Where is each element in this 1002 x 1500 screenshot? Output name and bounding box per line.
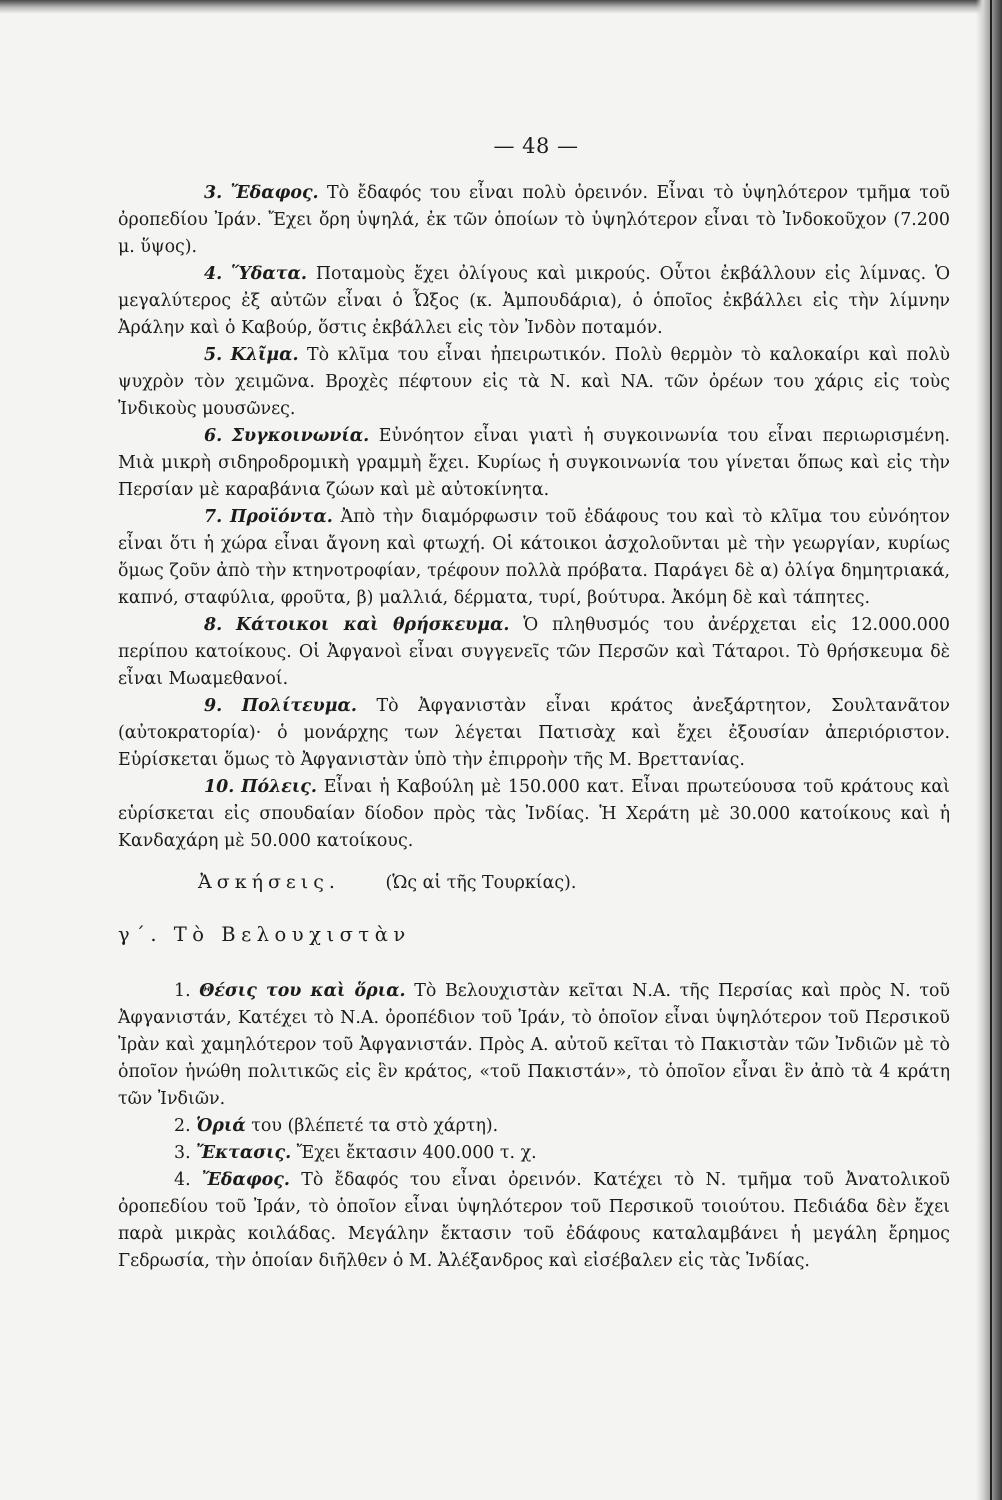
paragraph-number: 4. — [204, 264, 223, 284]
paragraph-heading: Κλῖμα. — [230, 345, 299, 365]
paragraph-text: Εἶναι ἡ Καβούλη μὲ 150.000 κατ. Εἶναι πρωτεύουσα τοῦ κράτους καὶ εὑρίσκεται εἰς σπουδαίαν δίοδον πρὸς τὰς Ἰνδίας. Ἡ Χεράτη μὲ 30.000 κατοίκους καὶ ἡ Κανδαχάρη μὲ 50.000 κατοίκους. — [118, 777, 950, 851]
paragraph-sygkoinonia — [118, 423, 950, 504]
paragraph-text: Ἀπὸ τὴν διαμόρφωσιν τοῦ ἐδάφους του καὶ τὸ κλῖμα του εὐνόητον εἶναι ὅτι ἡ χώρα εἶναι ἄγονη καὶ φτωχή. Οἱ κάτοικοι ἀσχολοῦνται μὲ τὴν γεωργίαν, κυρίως ὅμως ζοῦν ἀπὸ τὴν κτηνοτροφίαν, τρέφουν πολλὰ πρόβατα. Παράγει δὲ α) ὀλίγα δημητριακά, καπνό, σταφύλια, φροῦτα, β) μαλλιά, δέρματα, τυρί, βούτυρα. Ἀκόμη δὲ καὶ τάπητες. — [118, 507, 950, 608]
paragraph-heading: Κάτοικοι καὶ θρήσκευμα. — [236, 615, 510, 635]
exercises-line — [118, 869, 950, 897]
paragraph-number: 5. — [204, 345, 223, 365]
paragraph-politevma — [118, 693, 950, 774]
page-body — [118, 180, 950, 1275]
paragraph-heading: Συγκοινωνία. — [231, 426, 370, 446]
paragraph-text: Ὁ πληθυσμός του ἀνέρχεται εἰς 12.000.000 περίπου κατοίκους. Οἱ Ἀφγανοὶ εἶναι συγγενεῖς τῶν Περσῶν καὶ Τάταροι. Τὸ θρήσκευμα δὲ εἶναι Μωαμεθανοί. — [118, 615, 950, 689]
paragraph-number: 10. — [204, 777, 235, 797]
paragraph-heading: Ἔκτασις. — [196, 1143, 292, 1163]
paragraph-katoikoi — [118, 612, 950, 693]
page-right-edge-shadow — [976, 0, 1002, 1500]
paragraph-heading: Ὕδατα. — [231, 264, 307, 284]
paragraph-text: Τὸ Ἀφγανιστὰν εἶναι κράτος ἀνεξάρτητον, Σουλτανᾶτον (αὐτοκρατορία)· ὁ μονάρχης των λέγεται Πατισὰχ καὶ ἔχει ἐξουσίαν ἀπεριόριστον. Εὑρίσκεται ὅμως τὸ Ἀφγανιστὰν ὑπὸ τὴν ἐπιρροὴν τῆς Μ. Βρεττανίας. — [118, 696, 950, 770]
paragraph-heading: Πόλεις. — [241, 777, 317, 797]
paragraph-text: Εὐνόητον εἶναι γιατὶ ἡ συγκοινωνία του εἶναι περιωρισμένη. Μιὰ μικρὴ σιδηροδρομικὴ γραμμὴ ἔχει. Κυρίως ἡ συγκοινωνία του γίνεται ὅπως καὶ εἰς τὴν Περσίαν μὲ καραβάνια ζώων καὶ μὲ αὐτοκίνητα. — [118, 426, 950, 500]
paragraph-thesis — [118, 978, 950, 1113]
paragraph-text: του (βλέπετέ τα στὸ χάρτη). — [245, 1116, 499, 1136]
paragraph-text: Τὸ ἔδαφός του εἶναι πολὺ ὀρεινόν. Εἶναι τὸ ὑψηλότερον τμῆμα τοῦ ὀροπεδίου Ἰράν. Ἔχει ὄρη ὑψηλά, ἐκ τῶν ὁποίων τὸ ὑψηλότερον εἶναι τὸ Ἰνδοκοῦχον (7.200 μ. ὕψος). — [118, 183, 951, 257]
paragraph-text: Τὸ ἔδαφός του εἶναι ὀρεινόν. Κατέχει τὸ Ν. τμῆμα τοῦ Ἀνατολικοῦ ὀροπεδίου τοῦ Ἰράν, τὸ ὁποῖον εἶναι ὑψηλότερον τοῦ Περσικοῦ τοιούτου. Πεδιάδα δὲν ἔχει παρὰ μικρὰς κοιλάδας. Μεγάλην ἔκτασιν τοῦ ἐδάφους καταλαμβάνει ἡ μεγάλη ἔρημος Γεδρωσία, τὴν ὁποίαν διῆλθεν ὁ Μ. Ἀλέξανδρος καὶ εἰσέβαλεν εἰς τὰς Ἰνδίας. — [118, 1170, 951, 1271]
paragraph-heading: Ἔδαφος. — [201, 1170, 290, 1190]
paragraph-heading: Πολίτευμα. — [241, 696, 357, 716]
paragraph-number: 3. — [204, 183, 223, 203]
paragraph-number: 2. — [174, 1116, 191, 1136]
paragraph-number: 9. — [204, 696, 223, 716]
paragraph-heading: Ὁριά — [196, 1116, 246, 1136]
paragraph-text: Ποταμοὺς ἔχει ὀλίγους καὶ μικρούς. Οὗτοι ἐκβάλλουν εἰς λίμνας. Ὁ μεγαλύτερος ἐξ αὐτῶν εἶναι ὁ Ὦξος (κ. Ἀμπουδάρια), ὁ ὁποῖος ἐκβάλλει εἰς τὴν λίμνην Ἀράλην καὶ ὁ Καβούρ, ὅστις ἐκβάλλει εἰς τὸν Ἰνδὸν ποταμόν. — [118, 264, 951, 338]
exercises-label: Ἀσκήσεις. — [198, 871, 340, 893]
paragraph-number: 6. — [204, 426, 223, 446]
paragraph-edafos-belouchistan — [118, 1167, 950, 1275]
paragraph-poleis — [118, 774, 950, 855]
paragraph-text: Ἔχει ἔκτασιν 400.000 τ. χ. — [291, 1143, 537, 1163]
paragraph-heading: Ἔδαφος. — [230, 183, 319, 203]
paragraph-text: Τὸ Βελουχιστὰν κεῖται Ν.Α. τῆς Περσίας καὶ πρὸς Ν. τοῦ Ἀφγανιστάν, Κατέχει τὸ Ν.Α. ὀροπέδιον τοῦ Ἰράν, τὸ ὁποῖον εἶναι ὑψηλότερον τοῦ Περσικοῦ Ἰρὰν καὶ χαμηλότερον τοῦ Ἀφγανιστάν. Πρὸς Α. αὐτοῦ κεῖται τὸ Πακιστὰν τῶν Ἰνδιῶν μὲ τὸ ὁποῖον ἡνώθη πολιτικῶς εἰς ἓν κράτος, «τοῦ Πακιστάν», τὸ ὁποῖον εἶναι ἓν ἀπὸ τὰ 4 κράτη τῶν Ἰνδιῶν. — [118, 981, 950, 1109]
paragraph-oria — [118, 1113, 950, 1140]
paragraph-heading: Προϊόντα. — [229, 507, 333, 527]
page-binding-line — [990, 0, 992, 1500]
paragraph-proionta — [118, 504, 950, 612]
paragraph-klima — [118, 342, 950, 423]
paragraph-number: 8. — [204, 615, 223, 635]
paragraph-ydata — [118, 261, 950, 342]
paragraph-edafos — [118, 180, 950, 261]
paragraph-number: 7. — [204, 507, 223, 527]
page-top-edge-shadow — [0, 0, 1002, 14]
page-number: — 48 — — [493, 134, 579, 158]
section-title: γ΄. Τὸ Βελουχιστὰν — [118, 923, 411, 946]
paragraph-number: 4. — [174, 1170, 191, 1190]
paragraph-number: 3. — [174, 1143, 191, 1163]
paragraph-heading: Θέσις του καὶ ὅρια. — [199, 981, 406, 1001]
paragraph-number: 1. — [174, 981, 191, 1001]
paragraph-text: Τὸ κλῖμα του εἶναι ἠπειρωτικόν. Πολὺ θερμὸν τὸ καλοκαίρι καὶ πολὺ ψυχρὸν τὸν χειμῶνα. Βροχὲς πέφτουν εἰς τὰ Ν. καὶ ΝΑ. τῶν ὀρέων του χάρις εἰς τοὺς Ἰνδικοὺς μουσῶνες. — [118, 345, 951, 419]
exercises-note: (Ὡς αἱ τῆς Τουρκίας). — [385, 873, 577, 893]
paragraph-ektasis — [118, 1140, 950, 1167]
